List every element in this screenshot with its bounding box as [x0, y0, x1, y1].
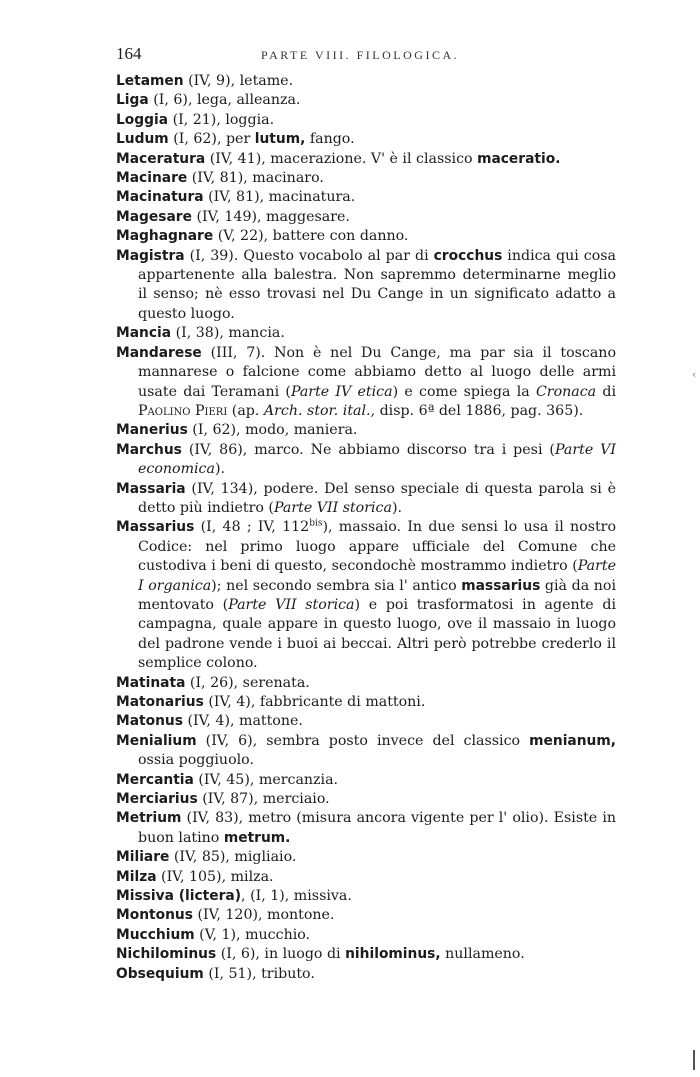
entry-text: (IV, 81), macinaro.: [187, 170, 324, 187]
entry-text: (IV, 149), maggesare.: [191, 208, 350, 225]
entry-text: disp. 6ª del 1886, pag. 365).: [375, 402, 584, 419]
glossary-entry: [116, 91, 616, 110]
entry-text: ).: [391, 499, 402, 516]
entry-text: (V, 22), battere con danno.: [213, 228, 409, 245]
glossary-entry: [116, 693, 616, 712]
entry-text: (III, 7). Non è nel Du Cange, ma par sia il toscano mannarese o falcione come abbiamo detto al luogo delle armi usate dai Teramani (: [138, 344, 616, 400]
entry-text: (IV, 45), mercanzia.: [193, 771, 339, 788]
headword: Loggia: [116, 111, 169, 128]
headword: Missiva (lictera): [116, 888, 242, 905]
headword: Magesare: [116, 208, 192, 225]
glossary-entry: [116, 480, 616, 519]
glossary-entry: [116, 441, 616, 480]
bold-term: maceratio.: [477, 150, 561, 167]
glossary-entry: [116, 771, 616, 790]
italic-ref: Parte IV etica: [290, 383, 393, 400]
glossary-entry: [116, 926, 616, 945]
entry-text: già da noi mentovato (: [138, 577, 616, 613]
italic-ref: Parte VI economica: [138, 441, 617, 478]
bold-term: metrum.: [223, 829, 291, 846]
superscript: bis: [309, 518, 323, 529]
glossary-entry: [116, 421, 616, 440]
headword: Merciarius: [116, 791, 198, 808]
headword: Mandarese: [116, 344, 202, 361]
entry-text: (I, 26), serenata.: [185, 674, 310, 691]
glossary-entry: [116, 906, 616, 925]
entry-text: (I, 6), lega, alleanza.: [148, 92, 301, 109]
headword: Montonus: [116, 907, 193, 924]
entry-text: (I, 48 ; IV, 112: [194, 519, 310, 536]
headword: Liga: [116, 92, 149, 109]
glossary-entry: [116, 324, 616, 343]
bold-term: lutum,: [254, 131, 306, 148]
entry-text: (IV, 6), sembra posto invece del classico: [196, 732, 530, 749]
entry-text: (IV, 85), migliaio.: [169, 849, 297, 866]
headword: Maceratura: [116, 150, 206, 167]
glossary-entries: [116, 72, 616, 984]
headword: Mancia: [116, 325, 172, 342]
entry-text: indica qui cosa appartenente alla balestra. Non sapremmo determinarne meglio il senso; nè esso trovasi nel Du Cange in un significato adatto a questo luogo.: [138, 247, 616, 322]
running-title: PARTE VIII. FILOLOGICA.: [261, 48, 460, 62]
headword: Milza: [116, 868, 157, 885]
italic-ref: Parte I organica: [138, 558, 616, 594]
glossary-entry: [116, 169, 616, 188]
glossary-entry: [116, 111, 616, 130]
entry-text: (IV, 86), marco. Ne abbiamo discorso tra i pesi (: [181, 441, 555, 458]
entry-text: (I, 6), in luogo di: [216, 946, 346, 963]
bold-term: menianum,: [529, 732, 616, 749]
entry-text: (V, 1), mucchio.: [194, 926, 311, 943]
entry-text: (IV, 105), milza.: [156, 868, 274, 885]
entry-text: (I, 62), per: [168, 131, 255, 148]
headword: Miliare: [116, 849, 170, 866]
entry-text: (I, 21), loggia.: [168, 111, 275, 128]
glossary-entry: [116, 227, 616, 246]
entry-text: ); nel secondo sembra sia l' antico: [211, 577, 462, 594]
entry-text: (ap.: [227, 402, 264, 419]
headword: Matonus: [116, 713, 183, 730]
headword: Menialium: [116, 732, 197, 749]
glossary-entry: [116, 247, 616, 325]
glossary-entry: [116, 887, 616, 906]
glossary-entry: [116, 965, 616, 984]
entry-text: (IV, 4), fabbricante di mattoni.: [203, 694, 426, 710]
bold-term: crocchus: [433, 247, 503, 264]
entry-text: di: [596, 383, 616, 400]
entry-text: (I, 51), tributo.: [203, 965, 315, 982]
small-caps-name: Paolino Pieri: [138, 402, 228, 419]
italic-ref: Parte VII storica: [273, 499, 392, 516]
entry-text: fango.: [305, 131, 355, 148]
entry-text: ) e come spiega la: [392, 383, 536, 400]
italic-ref: Arch. stor. ital.,: [263, 402, 376, 419]
glossary-entry: [116, 518, 616, 673]
headword: Maghagnare: [116, 228, 214, 245]
headword: Macinatura: [116, 189, 204, 206]
entry-text: , (I, 1), missiva.: [241, 888, 352, 905]
headword: Macinare: [116, 170, 188, 187]
italic-ref: Cronaca: [535, 383, 597, 400]
headword: Ludum: [116, 131, 169, 148]
entry-text: (I, 39). Questo vocabolo al par di: [184, 247, 434, 264]
margin-mark: ‹: [692, 368, 697, 381]
headword: Magistra: [116, 247, 185, 264]
entry-text: (I, 62), modo, maniera.: [187, 422, 358, 439]
entry-text: (I, 38), mancia.: [171, 325, 285, 342]
entry-text: (IV, 87), merciaio.: [197, 791, 330, 808]
headword: Matinata: [116, 674, 186, 691]
headword: Mercantia: [116, 771, 194, 788]
entry-text: ).: [214, 461, 226, 478]
headword: Nichilominus: [116, 946, 217, 963]
entry-text: ossia poggiuolo.: [138, 752, 254, 769]
headword: Massaria: [116, 480, 186, 497]
entry-text: ), massaio. In due sensi lo usa il nostro Codice: nel primo luogo appare ufficiale del Comune che custodiva i beni di questo, secondochè mostrammo indietro (: [138, 519, 616, 575]
glossary-entry: [116, 712, 616, 731]
entry-text: (IV, 4), mattone.: [182, 713, 303, 730]
headword: Massarius: [116, 519, 195, 536]
headword: Letamen: [116, 73, 184, 89]
headword: Matonarius: [116, 694, 204, 710]
headword: Obsequium: [116, 965, 204, 982]
entry-text: (IV, 9), letame.: [183, 73, 294, 89]
glossary-entry: [116, 868, 616, 887]
headword: Metrium: [116, 810, 182, 827]
entry-text: (IV, 83), metro (misura ancora vigente per l' olio). Esiste in buon latino: [138, 810, 616, 846]
page-number: 164: [116, 44, 142, 63]
entry-text: nullameno.: [440, 946, 525, 963]
glossary-entry: [116, 790, 616, 809]
headword: Mucchium: [116, 926, 195, 943]
entry-text: (IV, 134), podere. Del senso speciale di questa parola si è detto più indietro (: [138, 480, 616, 516]
entry-text: ) e poi trasformatosi in agente di campagna, quale appare in questo luogo, ove il massaio in luogo del padrone vende i buoi ai beccai. Altri però potrebbe crederlo il semplice colono.: [138, 596, 617, 672]
glossary-entry: [116, 130, 616, 149]
page-header: [116, 44, 596, 68]
glossary-entry: [116, 208, 616, 227]
glossary-entry: [116, 674, 616, 693]
glossary-entry: [116, 848, 616, 867]
headword: Marchus: [116, 441, 182, 458]
glossary-entry: [116, 72, 616, 91]
entry-text: (IV, 120), montone.: [192, 907, 335, 924]
italic-ref: Parte VII storica: [228, 596, 355, 613]
entry-text: (IV, 81), macinatura.: [203, 189, 356, 206]
glossary-entry: [116, 344, 616, 422]
scan-edge-mark: [693, 1050, 695, 1070]
glossary-entry: [116, 809, 616, 848]
glossary-entry: [116, 945, 616, 964]
glossary-entry: [116, 732, 616, 771]
glossary-entry: [116, 188, 616, 207]
glossary-entry: [116, 150, 616, 169]
bold-term: nihilominus,: [345, 946, 441, 963]
headword: Manerius: [116, 422, 188, 439]
entry-text: (IV, 41), macerazione. V' è il classico: [205, 150, 478, 167]
bold-term: massarius: [461, 577, 541, 594]
